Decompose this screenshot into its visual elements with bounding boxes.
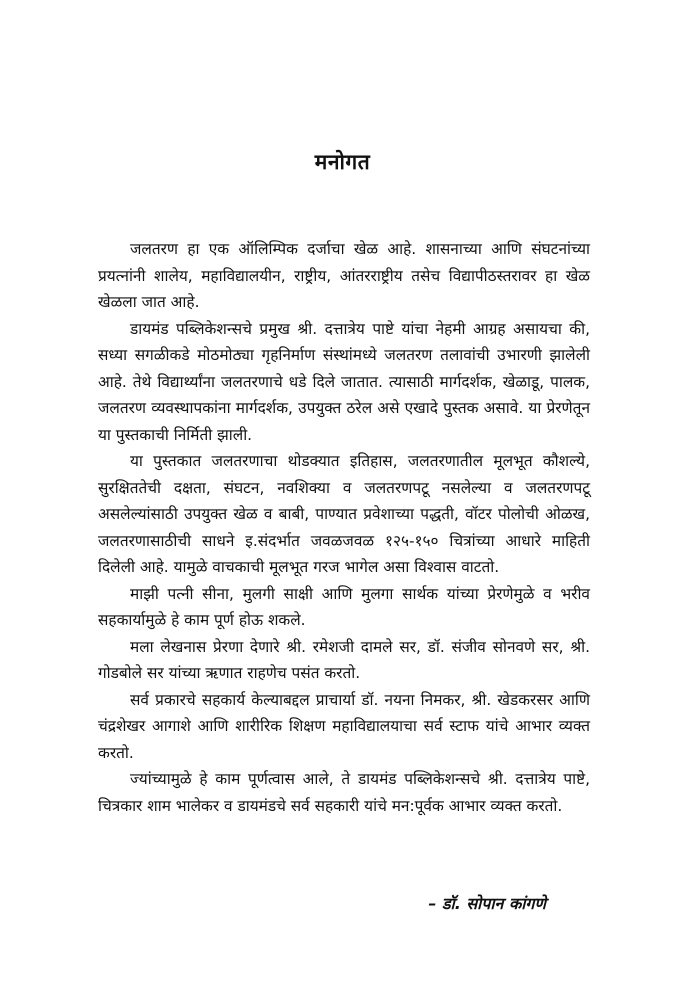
preface-body <box>98 236 590 819</box>
paragraph-publisher: डायमंड पब्लिकेशन्सचे प्रमुख श्री. दत्तात्रेय पाष्टे यांचा नेहमी आग्रह असायचा की, सध्या सगळीकडे मोठमोठ्या गृहनिर्माण संस्थांमध्ये जलतरण तलावांची उभारणी झालेली आहे. तेथे विद्यार्थ्यांना जलतरणाचे धडे दिले जातात. त्यासाठी मार्गदर्शक, खेळाडू, पालक, जलतरण व्यवस्थापकांना मार्गदर्शक, उपयुक्त ठरेल असे एखादे पुस्तक असावे. या प्रेरणेतून या पुस्तकाची निर्मिती झाली. <box>98 319 590 444</box>
paragraph-college-thanks: सर्व प्रकारचे सहकार्य केल्याबद्दल प्राचार्या डॉ. नयना निमकर, श्री. खेडकरसर आणि चंद्रशेखर आगाशे आणि शारीरिक शिक्षण महाविद्यालयाचा सर्व स्टाफ यांचे आभार व्यक्त करतो. <box>98 690 590 762</box>
paragraph-mentor-thanks: मला लेखनास प्रेरणा देणारे श्री. रमेशजी दामले सर, डॉ. संजीव सोनवणे सर, श्री. गोडबोले सर यांच्या ऋणात राहणेच पसंत करतो. <box>98 637 590 682</box>
paragraph-contents: या पुस्तकात जलतरणाचा थोडक्यात इतिहास, जलतरणातील मूलभूत कौशल्ये, सुरक्षिततेची दक्षता, संघटन, नवशिक्या व जलतरणपटू नसलेल्या व जलतरणपटू असलेल्यांसाठी उपयुक्त खेळ व बाबी, पाण्यात प्रवेशाच्या पद्धती, वॉटर पोलोची ओळख, जलतरणासाठीची साधने इ.संदर्भात जवळजवळ १२५-१५० चित्रांच्या आधारे माहिती दिलेली आहे. यामुळे वाचकाची मूलभूत गरज भागेल असा विश्वास वाटतो. <box>98 452 590 576</box>
paragraph-family-thanks: माझी पत्नी सीना, मुलगी साक्षी आणि मुलगा सार्थक यांच्या प्रेरणेमुळे व भरीव सहकार्यामुळे हे काम पूर्ण होऊ शकले. <box>98 584 590 629</box>
author-signature: – डॉ. सोपान कांगणे <box>428 894 546 913</box>
paragraph-intro: जलतरण हा एक ऑलिम्पिक दर्जाचा खेळ आहे. शासनाच्या आणि संघटनांच्या प्रयत्नांनी शालेय, महाविद्यालयीन, राष्ट्रीय, आंतरराष्ट्रीय तसेच विद्यापीठस्तरावर हा खेळ खेळला जात आहे. <box>98 240 590 311</box>
page-title: मनोगत <box>314 150 371 174</box>
paragraph-final-thanks: ज्यांच्यामुळे हे काम पूर्णत्वास आले, ते डायमंड पब्लिकेशन्सचे श्री. दत्तात्रेय पाष्टे, चित्रकार शाम भालेकर व डायमंडचे सर्व सहकारी यांचे मन:पूर्वक आभार व्यक्त करतो. <box>98 770 590 815</box>
